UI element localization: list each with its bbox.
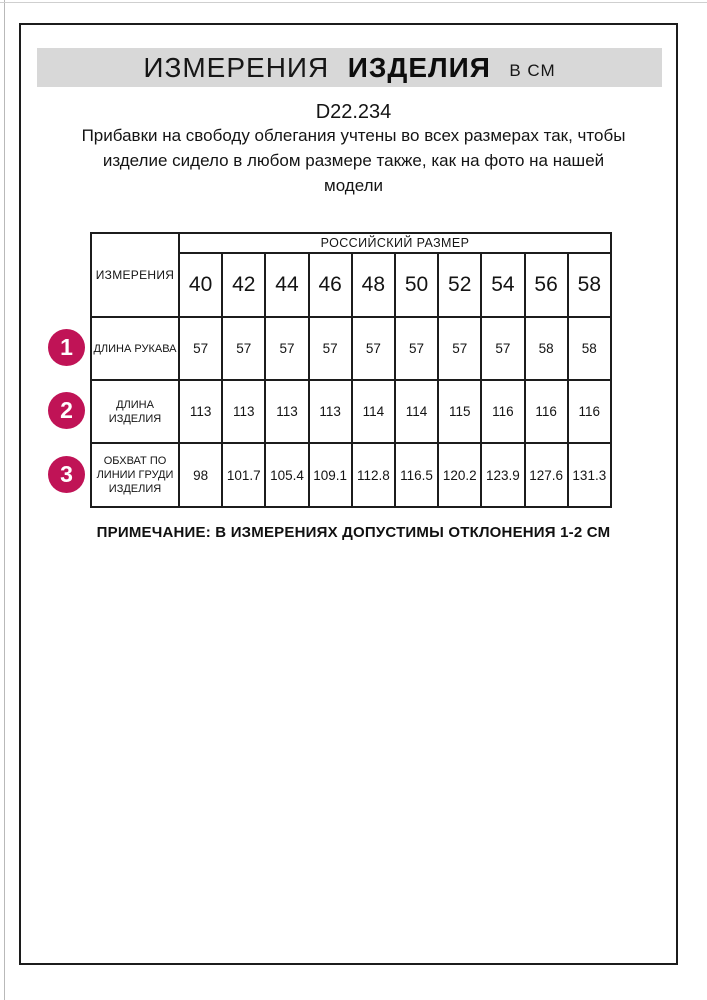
measurement-value: 116.5 [395, 443, 438, 507]
measurement-value: 105.4 [265, 443, 308, 507]
product-description: Прибавки на свободу облегания учтены во всех размерах так, чтобы изделие сидело в любом размере также, как на фото на нашей модели [81, 126, 626, 195]
measurement-value: 109.1 [309, 443, 352, 507]
table-row-sleeve-length [91, 317, 611, 380]
measurement-value: 101.7 [222, 443, 265, 507]
size-header-cell: 58 [568, 253, 611, 317]
measurement-value: 57 [438, 317, 481, 380]
measurement-value: 57 [309, 317, 352, 380]
row-marker-2: 2 [48, 392, 85, 429]
size-header-cell: 54 [481, 253, 524, 317]
measurement-value: 116 [568, 380, 611, 443]
measurement-value: 57 [395, 317, 438, 380]
title-band [37, 48, 662, 87]
measurement-value: 127.6 [525, 443, 568, 507]
page-title-word-measurements: ИЗМЕРЕНИЯ [143, 52, 330, 83]
size-header-cell: 46 [309, 253, 352, 317]
table-group-header-cell: РОССИЙСКИЙ РАЗМЕР [179, 233, 611, 253]
product-code: D22.234 [315, 101, 392, 123]
measurement-label: ОБХВАТ ПО ЛИНИИ ГРУДИ ИЗДЕЛИЯ [91, 443, 179, 507]
page-edge-line-vertical [4, 0, 5, 1000]
table-corner-cell: ИЗМЕРЕНИЯ [91, 233, 179, 317]
measurement-value: 58 [525, 317, 568, 380]
measurement-value: 123.9 [481, 443, 524, 507]
size-table [90, 232, 612, 508]
measurement-value: 57 [352, 317, 395, 380]
tolerance-note: ПРИМЕЧАНИЕ: В ИЗМЕРЕНИЯХ ДОПУСТИМЫ ОТКЛОНЕНИЯ 1-2 СМ [96, 524, 611, 541]
size-header-cell: 40 [179, 253, 222, 317]
measurement-value: 112.8 [352, 443, 395, 507]
row-marker-3: 3 [48, 456, 85, 493]
measurement-value: 113 [309, 380, 352, 443]
measurement-value: 113 [179, 380, 222, 443]
size-header-cell: 48 [352, 253, 395, 317]
measurement-value: 57 [481, 317, 524, 380]
measurement-value: 115 [438, 380, 481, 443]
measurement-value: 113 [265, 380, 308, 443]
measurement-value: 57 [179, 317, 222, 380]
page-title-word-product: ИЗДЕЛИЯ [347, 52, 491, 83]
size-header-cell: 44 [265, 253, 308, 317]
size-header-cell: 42 [222, 253, 265, 317]
table-row-item-length [91, 380, 611, 443]
table-row-chest-girth [91, 443, 611, 507]
measurement-value: 98 [179, 443, 222, 507]
measurement-value: 114 [352, 380, 395, 443]
table-row-group-header [91, 233, 611, 253]
size-header-cell: 50 [395, 253, 438, 317]
row-marker-1: 1 [48, 329, 85, 366]
measurement-label: ДЛИНА ИЗДЕЛИЯ [91, 380, 179, 443]
measurement-value: 116 [481, 380, 524, 443]
measurement-value: 113 [222, 380, 265, 443]
measurement-value: 57 [222, 317, 265, 380]
size-header-cell: 52 [438, 253, 481, 317]
size-header-cell: 56 [525, 253, 568, 317]
measurement-value: 57 [265, 317, 308, 380]
measurement-value: 58 [568, 317, 611, 380]
measurement-value: 116 [525, 380, 568, 443]
page-title-unit: В СМ [509, 61, 556, 80]
measurement-value: 131.3 [568, 443, 611, 507]
page-edge-line-horizontal [0, 2, 707, 3]
measurement-label: ДЛИНА РУКАВА [91, 317, 179, 380]
measurement-value: 120.2 [438, 443, 481, 507]
measurement-value: 114 [395, 380, 438, 443]
